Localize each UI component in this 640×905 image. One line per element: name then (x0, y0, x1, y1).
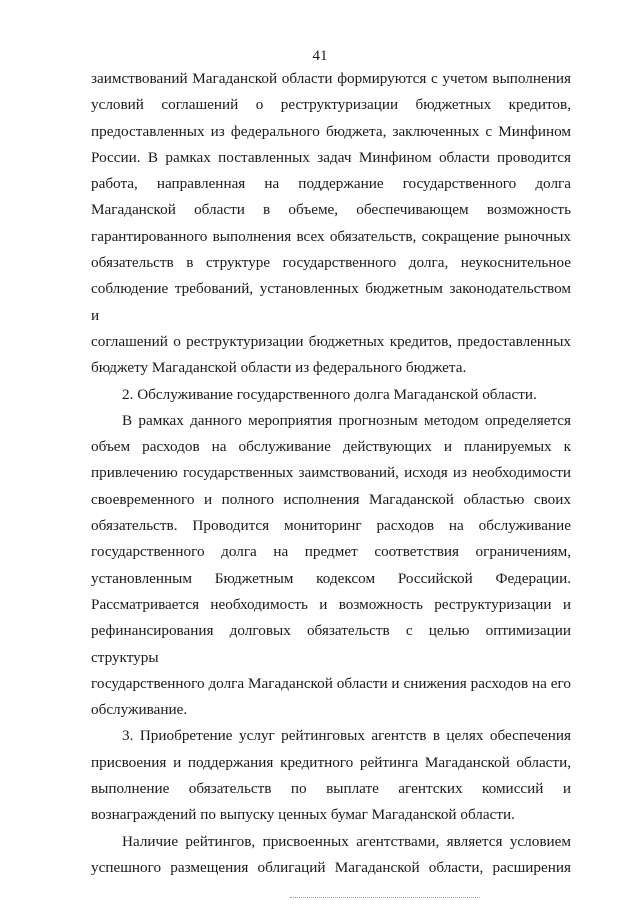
text-line: Магаданской области в объеме, обеспечивающем возможность (91, 201, 571, 219)
paragraph-debt-conditions (91, 66, 571, 382)
text-line: бюджету Магаданской области из федерального бюджета. (91, 359, 467, 377)
document-body (91, 66, 571, 881)
text-line: обслуживание. (91, 701, 188, 719)
paragraph-ratings-condition (91, 829, 571, 882)
paragraph-debt-service (91, 408, 571, 724)
text-line: государственного долга на предмет соответствия ограничениям, (91, 543, 571, 561)
text-line: 2. Обслуживание государственного долга Магаданской области. (122, 385, 537, 403)
text-line: В рамках данного мероприятия прогнозным методом определяется (122, 411, 571, 429)
text-line: своевременного и полного исполнения Магаданской областью своих (91, 490, 571, 508)
text-line: установленным Бюджетным кодексом Российской Федерации. (91, 569, 571, 587)
text-line: 3. Приобретение услуг рейтинговых агентств в целях обеспечения (122, 727, 571, 745)
text-line: предоставленных из федерального бюджета, заключенных с Минфином (91, 122, 571, 140)
text-line: соблюдение требований, установленных бюджетным законодательством и (91, 280, 571, 324)
text-line: объем расходов на обслуживание действующих и планируемых к (91, 438, 571, 456)
text-line: присвоения и поддержания кредитного рейтинга Магаданской области, (91, 753, 571, 771)
text-line: рефинансирования долговых обязательств с целью оптимизации структуры (91, 622, 571, 666)
text-line: вознаграждений по выпуску ценных бумаг Магаданской области. (91, 806, 515, 824)
text-line: Наличие рейтингов, присвоенных агентствами, является условием (122, 832, 571, 850)
text-line: условий соглашений о реструктуризации бюджетных кредитов, (91, 96, 571, 114)
text-line: обязательств в структуре государственного долга, неукоснительное (91, 254, 571, 272)
text-line: соглашений о реструктуризации бюджетных кредитов, предоставленных (91, 332, 571, 350)
text-line: успешного размещения облигаций Магаданской области, расширения (91, 858, 571, 876)
page-number: 41 (312, 48, 328, 64)
text-line: России. В рамках поставленных задач Минфином области проводится (91, 148, 571, 166)
text-line: обязательств. Проводится мониторинг расходов на обслуживание (91, 517, 571, 535)
paragraph-heading-debt-service (91, 382, 571, 408)
text-line: государственного долга Магаданской области и снижения расходов на его (91, 674, 571, 692)
paragraph-rating-agencies (91, 723, 571, 828)
text-line: Рассматривается необходимость и возможность реструктуризации и (91, 595, 571, 613)
text-line: гарантированного выполнения всех обязательств, сокращение рыночных (91, 227, 571, 245)
text-line: заимствований Магаданской области формируются с учетом выполнения (91, 70, 571, 87)
text-line: привлечению государственных заимствований, исходя из необходимости (91, 464, 571, 482)
footer-divider (290, 897, 480, 898)
text-line: работа, направленная на поддержание государственного долга (91, 175, 571, 193)
text-line: выполнение обязательств по выплате агентских комиссий и (91, 780, 571, 798)
